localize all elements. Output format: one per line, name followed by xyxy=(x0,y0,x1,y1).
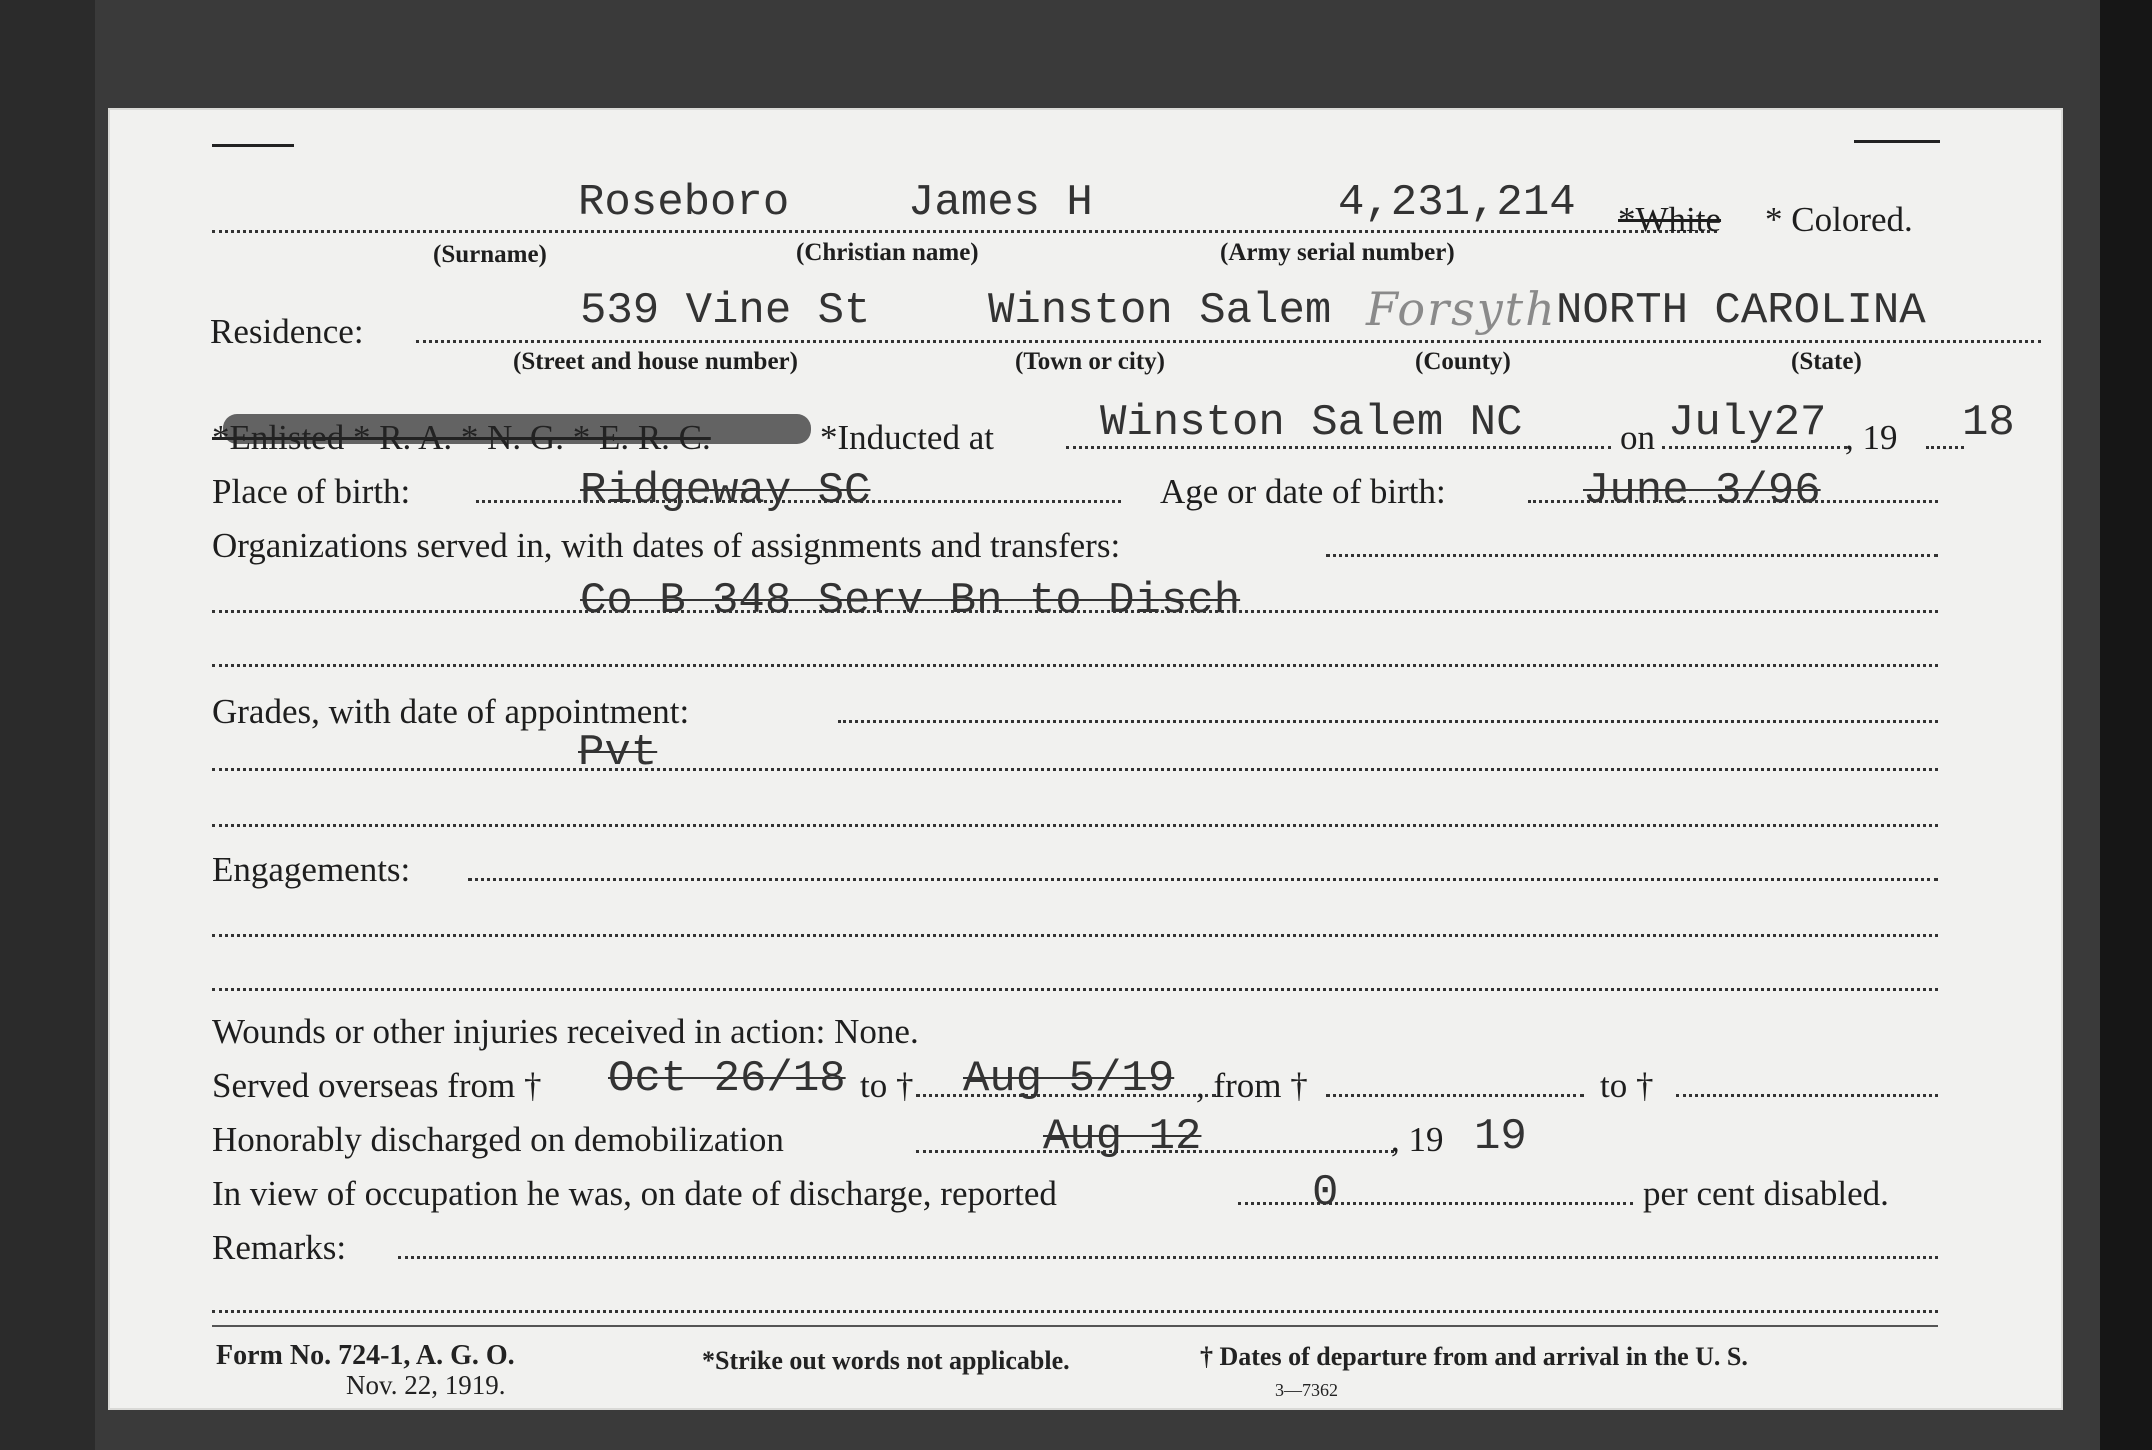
birth-date-value: June 3/96 xyxy=(1583,466,1821,516)
induction-year-prefix: , 19 xyxy=(1845,418,1898,457)
overseas-from-label-2: , from † xyxy=(1196,1066,1308,1105)
organizations-line-3 xyxy=(212,664,1938,667)
enlistment-options-struck: *Enlisted * R. A. * N. G. * E. R. C. xyxy=(212,418,711,457)
street-caption: (Street and house number) xyxy=(513,348,798,375)
residence-street: 539 Vine St xyxy=(580,286,871,336)
state-caption: (State) xyxy=(1791,348,1862,375)
race-colored: * Colored. xyxy=(1765,200,1913,239)
organizations-value: Co B 348 Serv Bn to Disch xyxy=(580,576,1241,626)
christian-name-caption: (Christian name) xyxy=(796,239,979,266)
overseas-to-label-2: to † xyxy=(1600,1066,1654,1105)
serial-number-caption: (Army serial number) xyxy=(1220,239,1455,266)
overseas-from-line-2 xyxy=(1326,1094,1584,1097)
name-line xyxy=(212,230,1717,233)
print-code: 3—7362 xyxy=(1275,1380,1338,1400)
organizations-line-2 xyxy=(212,610,1938,613)
remarks-label: Remarks: xyxy=(212,1228,347,1267)
overseas-from-label: Served overseas from † xyxy=(212,1066,542,1105)
wounds-label: Wounds or other injuries received in action: None. xyxy=(212,1012,919,1051)
overseas-from-date: Oct 26/18 xyxy=(608,1054,846,1104)
birth-date-line xyxy=(1528,500,1938,503)
county-caption: (County) xyxy=(1415,348,1511,375)
inducted-label: *Inducted at xyxy=(820,418,994,457)
on-label: on xyxy=(1620,418,1655,457)
overseas-to-line-2 xyxy=(1676,1094,1938,1097)
scan-border-right xyxy=(2100,0,2152,1450)
induction-date: July27 xyxy=(1668,398,1827,448)
organizations-line-1 xyxy=(1326,554,1938,557)
residence-label: Residence: xyxy=(210,312,364,351)
dates-note: † Dates of departure from and arrival in the U. S. xyxy=(1200,1342,1748,1371)
form-number: Form No. 724-1, A. G. O. xyxy=(216,1340,515,1371)
engagements-label: Engagements: xyxy=(212,850,411,889)
engagements-line-3 xyxy=(212,988,1938,991)
service-record-card xyxy=(108,108,2063,1410)
induction-date-line xyxy=(1662,446,1847,449)
age-label: Age or date of birth: xyxy=(1160,472,1446,511)
overseas-to-label: to † xyxy=(860,1066,914,1105)
organizations-label: Organizations served in, with dates of assignments and transfers: xyxy=(212,526,1121,565)
disability-suffix: per cent disabled. xyxy=(1643,1174,1889,1213)
strike-note: *Strike out words not applicable. xyxy=(702,1346,1070,1375)
christian-name-value: James H xyxy=(908,178,1093,228)
remarks-line-1 xyxy=(398,1256,1938,1259)
inducted-place: Winston Salem NC xyxy=(1100,398,1523,448)
discharge-date: Aug 12 xyxy=(1043,1112,1202,1162)
residence-state: NORTH CAROLINA xyxy=(1556,286,1926,336)
engagements-line-1 xyxy=(468,878,1938,881)
disability-value: 0 xyxy=(1312,1168,1339,1218)
disability-label: In view of occupation he was, on date of discharge, reported xyxy=(212,1174,1057,1213)
discharge-year: 19 xyxy=(1474,1112,1527,1162)
form-date: Nov. 22, 1919. xyxy=(346,1370,506,1400)
race-white-struck: *White xyxy=(1618,200,1722,239)
remarks-line-2 xyxy=(212,1310,1938,1313)
grades-line-2 xyxy=(212,768,1938,771)
induction-year-line xyxy=(1926,446,1964,449)
top-left-mark xyxy=(212,144,294,147)
grades-line-3 xyxy=(212,824,1938,827)
overseas-to-date: Aug 5/19 xyxy=(963,1054,1175,1104)
engagements-line-2 xyxy=(212,934,1938,937)
surname-value: Roseboro xyxy=(578,178,790,228)
place-of-birth-line xyxy=(476,500,1121,503)
grades-label: Grades, with date of appointment: xyxy=(212,692,690,731)
serial-number-value: 4,231,214 xyxy=(1338,178,1576,228)
surname-caption: (Surname) xyxy=(433,241,547,268)
overseas-to-line xyxy=(916,1094,1216,1097)
place-of-birth-label: Place of birth: xyxy=(212,472,411,511)
grades-value: Pvt xyxy=(578,728,658,778)
residence-line xyxy=(416,340,2041,343)
disability-line xyxy=(1238,1202,1633,1205)
discharge-label: Honorably discharged on demobilization xyxy=(212,1120,784,1159)
footer-rule xyxy=(212,1325,1938,1327)
grades-line-1 xyxy=(838,720,1938,723)
place-of-birth-value: Ridgeway SC xyxy=(580,466,871,516)
residence-county: Forsyth xyxy=(1366,282,1557,336)
induction-year: 18 xyxy=(1962,398,2015,448)
inducted-place-line xyxy=(1066,446,1611,449)
top-right-mark xyxy=(1854,140,1940,143)
scan-border-left xyxy=(0,0,95,1450)
residence-town: Winston Salem xyxy=(988,286,1332,336)
town-caption: (Town or city) xyxy=(1015,348,1165,375)
discharge-year-prefix: , 19 xyxy=(1391,1120,1444,1159)
discharge-date-line xyxy=(916,1150,1394,1153)
